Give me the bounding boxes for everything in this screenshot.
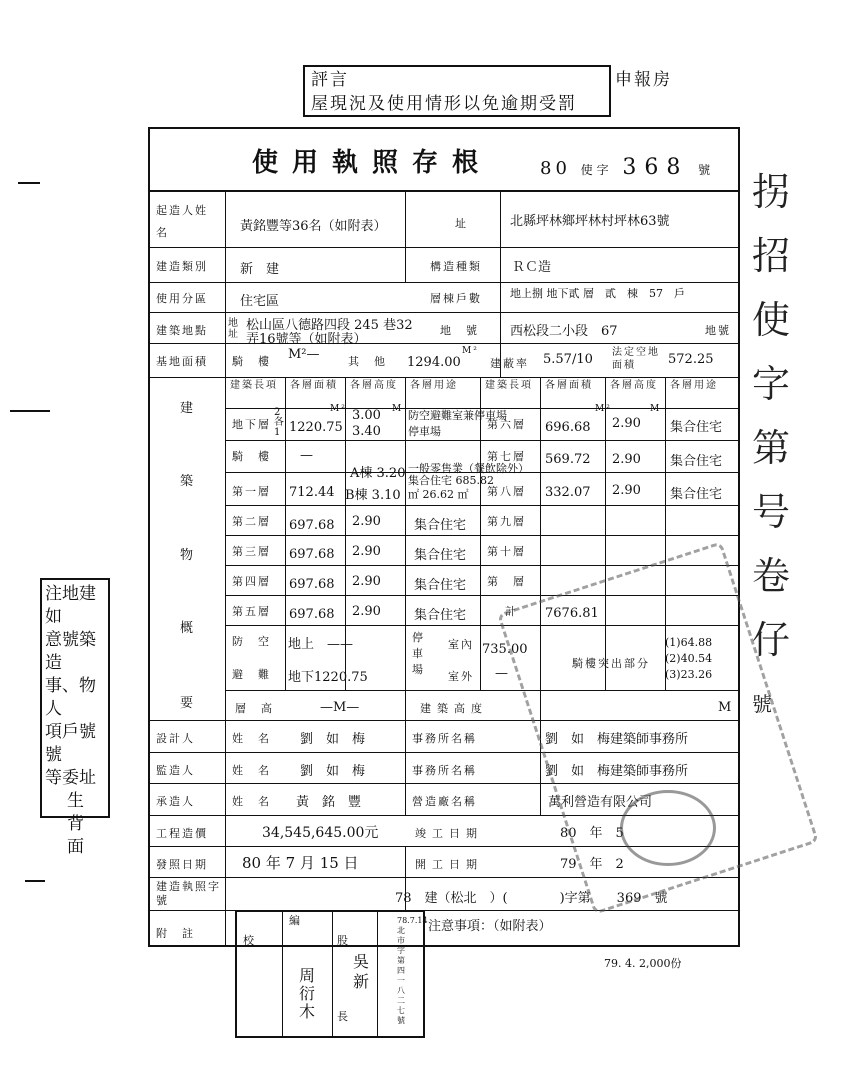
remarks-label: 附 註 — [156, 927, 195, 940]
contractor-office-label: 營造廠名稱 — [412, 795, 477, 808]
shelter-label-2: 避 難 — [232, 668, 271, 681]
summary-label-3: 物 — [180, 548, 196, 563]
unit-m2: M² — [330, 404, 347, 414]
col-header-6: 各層面積 — [545, 380, 593, 391]
shelter-label-1: 防 空 — [232, 635, 271, 648]
start-date-label: 開工日期 — [415, 858, 483, 871]
other-label: 其 他 — [348, 355, 387, 368]
building-type-value: 新 建 — [240, 262, 280, 277]
side-note-line: 項戶號號 — [45, 722, 96, 765]
side-note-line: 等委址 — [45, 768, 96, 788]
floor-use: 集合住宅 — [414, 548, 467, 563]
floor-height: 2.90 — [612, 483, 641, 498]
site-label: 建築地點 — [156, 324, 208, 337]
margin-char: 字 — [752, 362, 791, 406]
ratio-value: 5.57/10 — [543, 352, 593, 367]
owner-name: 黃銘豐等36名（如附表） — [240, 219, 387, 234]
margin-char: 卷 — [752, 554, 791, 598]
unit-m2-right: M² — [595, 404, 612, 414]
structure-value: ＲＣ造 — [512, 260, 552, 275]
handwritten-margin-note — [752, 160, 812, 736]
floor-use: 集合住宅 — [670, 420, 723, 435]
cost-value: 34,545,645.00元 — [262, 825, 379, 841]
lot-suffix: 地號 — [705, 324, 731, 337]
owner-address: 北縣坪林鄉坪林村坪林63號 — [510, 214, 670, 229]
issue-date-value: 80 年 7 月 15 日 — [242, 854, 359, 872]
floor-name: 計 — [505, 605, 518, 618]
floor-name: 第三層 — [232, 545, 271, 558]
floor-name: 第九層 — [487, 515, 526, 528]
cost-label: 工程造價 — [156, 827, 208, 840]
license-label: 建造執照字號 — [156, 880, 221, 907]
floor-name: 第十層 — [487, 545, 526, 558]
top-notice-stamp — [303, 65, 672, 117]
margin-char: 第 — [752, 426, 791, 470]
arcade-projection-2: (2)40.54 — [665, 652, 713, 665]
col-header-8: 各層用途 — [670, 380, 718, 391]
col-header-7: 各層高度 — [610, 380, 658, 391]
building-height-value: M — [718, 700, 732, 715]
date-stamp: 78.7.14北市字第四一八二七號 — [397, 916, 428, 1025]
floor-area: 697.68 — [289, 547, 335, 562]
margin-char: 使 — [752, 298, 791, 342]
floor-area: 1220.75 — [289, 420, 343, 435]
summary-label-4: 概 — [180, 621, 196, 636]
contractor-label: 承造人 — [156, 795, 195, 808]
col-header-5: 建築長項 — [485, 380, 533, 391]
permit-char: 使字 — [580, 163, 613, 177]
site-address-line1: 松山區八德路四段 245 巷32 — [246, 318, 413, 333]
permit-serial: 368 — [622, 155, 689, 180]
supervisor-name: 劉 如 梅 — [300, 764, 366, 779]
seal-col-3: 股 — [337, 934, 350, 947]
arcade-value: M²— — [288, 347, 320, 362]
permit-year: 80 — [540, 158, 571, 179]
signature-2: 吳新 — [353, 952, 370, 991]
round-seal-stamp — [620, 790, 716, 866]
parking-indoor: 735.00 — [482, 642, 528, 657]
completion-value: 80 年 5 — [560, 826, 624, 841]
designer-name-label: 姓 名 — [232, 732, 271, 745]
top-notice-line2: 屋現況及使用情形以免逾期受罰 — [311, 94, 577, 114]
floor-height: B棟 3.10 — [345, 488, 401, 503]
floor-height: A棟 3.20 — [350, 466, 406, 481]
floor-area: 696.68 — [545, 420, 591, 435]
other-value: 1294.00 — [407, 355, 461, 370]
supervisor-office: 劉 如 梅建築師事務所 — [545, 764, 689, 779]
base-area-label: 基地面積 — [156, 355, 208, 368]
lot-label: 地 號 — [440, 324, 479, 337]
license-value: 78 建（松北 ）( )字第 369 號 — [395, 891, 668, 906]
floors-label: 層棟戶數 — [430, 292, 482, 305]
floor-use: 集合住宅 685.82 ㎡ 26.62 ㎡ — [408, 474, 494, 501]
floor-name: 第 層 — [487, 575, 526, 588]
floor-name: 第六層 — [487, 418, 526, 431]
floor-use: 一般零售業（餐飲除外） — [408, 462, 529, 475]
permit-number — [540, 155, 714, 180]
floor-name: 第一層 — [232, 485, 271, 498]
site-prefix: 地址 — [228, 318, 240, 340]
margin-char: 招 — [752, 234, 791, 278]
col-header-2: 各層面積 — [290, 380, 338, 391]
structure-label: 構造種類 — [430, 260, 482, 273]
margin-char: 拐 — [752, 170, 791, 214]
legal-open-label: 法定空地面積 — [612, 347, 660, 371]
floor-name: 第二層 — [232, 515, 271, 528]
supervisor-office-label: 事務所名稱 — [412, 764, 477, 777]
contractor-office: 萬利營造有限公司 — [548, 795, 653, 810]
floor-area: — — [300, 448, 313, 463]
issue-date-label: 發照日期 — [156, 858, 208, 871]
owner-label: 起造人姓名 — [156, 204, 208, 239]
floor-area: 7676.81 — [545, 606, 599, 621]
seal-col-4: 長 — [337, 1010, 350, 1023]
floor-name: 騎 樓 — [232, 450, 271, 463]
supervisor-label: 監造人 — [156, 764, 195, 777]
site-address-line2: 弄16號等（如附表） — [246, 332, 367, 347]
side-note-line: 面 — [67, 837, 84, 857]
floor-area: 697.68 — [289, 607, 335, 622]
approval-seal-block — [235, 910, 428, 1038]
designer-label: 設計人 — [156, 732, 195, 745]
shelter-below: 地下1220.75 — [288, 670, 368, 685]
floor-area: 569.72 — [545, 452, 591, 467]
floor-height: 2.90 — [352, 544, 381, 559]
floor-name: 第五層 — [232, 605, 271, 618]
floor-height-label: 層 高 — [235, 702, 274, 715]
floor-height-value: —M— — [320, 700, 360, 715]
ratio-label: 建蔽率 — [490, 357, 529, 370]
form-footer-code: 79. 4. 2,000份 — [604, 957, 682, 970]
parking-outdoor: — — [495, 666, 508, 681]
col-header-4: 各層用途 — [410, 380, 458, 391]
zone-label: 使用分區 — [156, 292, 208, 305]
floor-height: 2.90 — [352, 574, 381, 589]
floor-area: 697.68 — [289, 518, 335, 533]
top-notice-line1: 評言 申報房 — [311, 70, 672, 90]
side-note-line: 事、物人 — [45, 676, 96, 719]
arcade-label: 騎 樓 — [232, 355, 271, 368]
parking-outdoor-label: 室外 — [448, 670, 474, 683]
floor-height: 2.90 — [612, 416, 641, 431]
floor-use: 集合住宅 — [670, 487, 723, 502]
designer-office: 劉 如 梅建築師事務所 — [545, 732, 689, 747]
start-date-value: 79 年 2 — [560, 857, 624, 872]
permit-suffix: 號 — [698, 163, 715, 177]
building-type-label: 建造類別 — [156, 260, 208, 273]
floor-area: 332.07 — [545, 485, 591, 500]
summary-label-2: 築 — [180, 474, 196, 489]
completion-label: 竣工日期 — [415, 827, 483, 840]
legal-open-value: 572.25 — [668, 352, 714, 367]
floor-height: 2.90 — [352, 514, 381, 529]
arcade-projection-3: (3)23.26 — [665, 668, 713, 681]
margin-char: 仔 — [752, 618, 791, 662]
floor-area: 697.68 — [289, 577, 335, 592]
floor-prefix: 2 各 1 — [274, 407, 284, 438]
side-note-line: 注地建如 — [45, 584, 96, 627]
floor-height: 2.90 — [612, 452, 641, 467]
arcade-projection-1: (1)64.88 — [665, 636, 713, 649]
remarks-value: 注意事項：（如附表） — [428, 919, 552, 934]
parking-label: 停車場 — [412, 631, 425, 676]
floor-use: 集合住宅 — [670, 454, 723, 469]
side-note-line: 意號築造 — [45, 630, 96, 673]
side-note-box — [40, 578, 110, 857]
lot-value: 西松段二小段 67 — [510, 324, 618, 339]
unit-m: M — [392, 404, 404, 414]
side-note-line: 生 — [67, 791, 84, 811]
seal-col-2: 編 — [289, 914, 302, 927]
owner-address-label: 址 — [455, 217, 468, 230]
summary-label-5: 要 — [180, 696, 196, 711]
zone-value: 住宅區 — [240, 294, 280, 309]
floor-use: 集合住宅 — [414, 518, 467, 533]
floor-name: 第八層 — [487, 485, 526, 498]
floor-use: 防空避難室兼停車場 停車場 — [408, 409, 507, 438]
designer-name: 劉 如 梅 — [300, 732, 366, 747]
summary-label-1: 建 — [180, 401, 196, 416]
floor-area: 712.44 — [289, 485, 335, 500]
floor-use: 集合住宅 — [414, 608, 467, 623]
col-header-1: 建築長項 — [230, 380, 278, 391]
contractor-name: 黃 銘 豐 — [296, 795, 362, 810]
floor-height: 3.00 3.40 — [352, 408, 381, 439]
floor-name: 地下層 — [232, 418, 271, 431]
form-title: 使用執照存根 — [252, 148, 493, 178]
building-height-label: 建築高度 — [420, 702, 488, 715]
signature-1: 周衍木 — [299, 966, 316, 1021]
shelter-above: 地上 —— — [288, 637, 354, 652]
base-unit: M² — [462, 346, 479, 356]
col-header-3: 各層高度 — [350, 380, 398, 391]
floor-name: 第四層 — [232, 575, 271, 588]
floor-name: 第七層 — [487, 450, 526, 463]
supervisor-name-label: 姓 名 — [232, 764, 271, 777]
arcade-projection-label: 騎樓突出部分 — [572, 657, 650, 670]
side-note-line: 背 — [67, 814, 84, 834]
unit-m-right: M — [650, 404, 662, 414]
floor-use: 集合住宅 — [414, 578, 467, 593]
seal-col-1: 校 — [243, 934, 256, 947]
parking-indoor-label: 室內 — [448, 638, 474, 651]
margin-char: 号 — [752, 490, 791, 534]
designer-office-label: 事務所名稱 — [412, 732, 477, 745]
contractor-name-label: 姓 名 — [232, 795, 271, 808]
floors-value: 地上捌 地下貳 層 貳 棟 57 戶 — [510, 287, 685, 300]
floor-height: 2.90 — [352, 604, 381, 619]
margin-char: 號 — [752, 692, 772, 716]
